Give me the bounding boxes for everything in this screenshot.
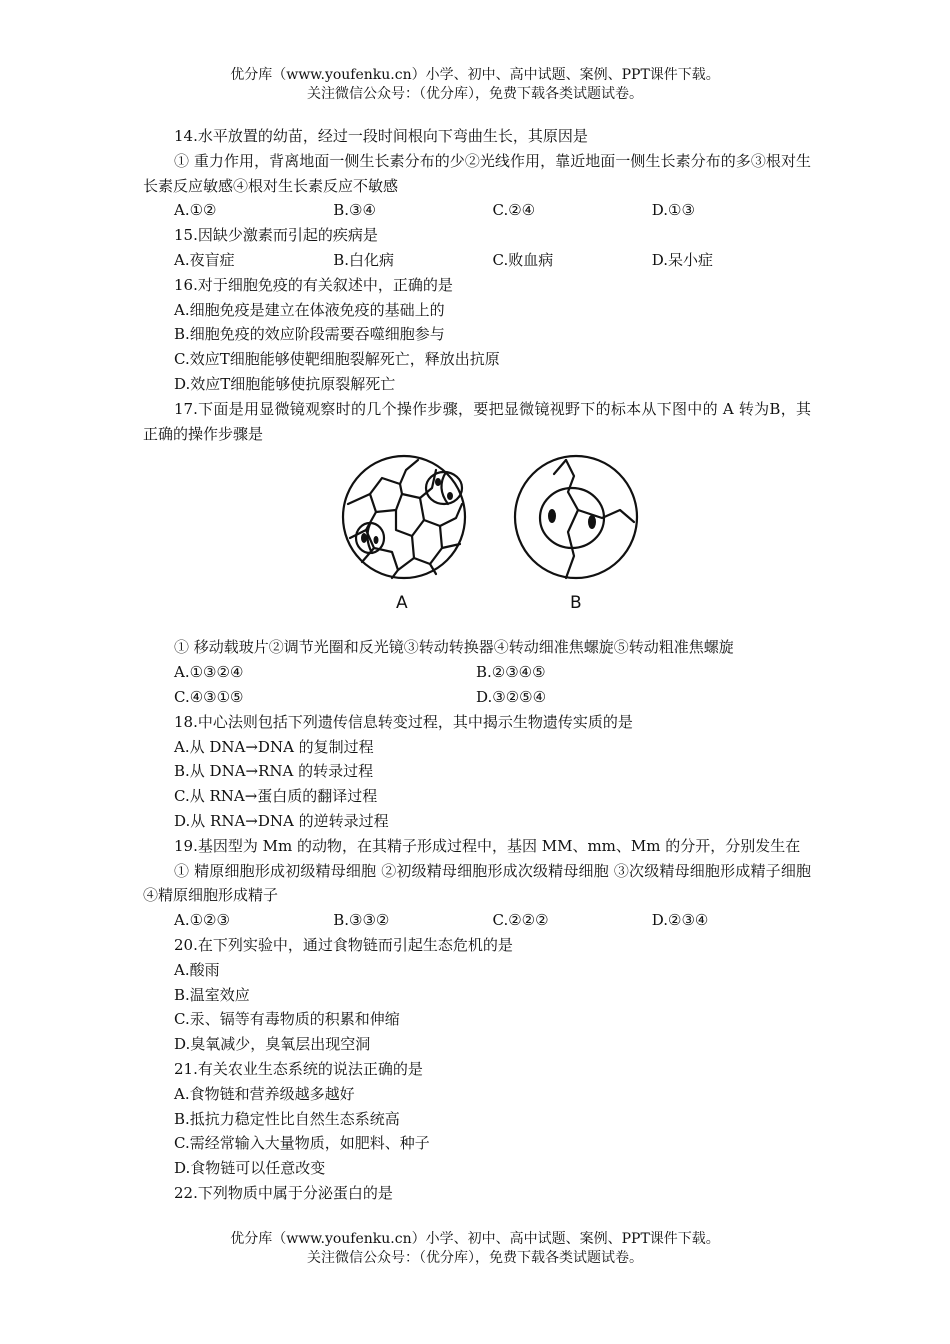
footer-line-2: 关注微信公众号：（优分库），免费下载各类试题试卷。 — [307, 1250, 643, 1266]
q17-options-row2 — [143, 685, 811, 710]
q15-options — [143, 248, 811, 273]
field-b-wall — [566, 460, 578, 578]
q15-option-b: B.白化病 — [333, 250, 395, 269]
q19-option-b: B.③③② — [333, 911, 390, 930]
footer-line-1: 优分库（www.youfenku.cn）小学、初中、高中试题、案例、PPT课件下载。 — [230, 1231, 720, 1247]
q18-option-b: B.从 DNA→RNA 的转录过程 — [174, 762, 374, 781]
q20-option-b: B.温室效应 — [174, 985, 250, 1004]
header-line-1: 优分库（www.youfenku.cn）小学、初中、高中试题、案例、PPT课件下载。 — [230, 67, 720, 83]
q16-option-a: A.细胞免疫是建立在体液免疫的基础上的 — [174, 300, 445, 319]
figure-label-b: B — [570, 593, 582, 613]
q15-stem: 15.因缺少激素而引起的疾病是 — [174, 226, 378, 245]
field-a-nucleus — [374, 536, 379, 544]
q17-stem: 17.下面是用显微镜观察时的几个操作步骤，要把显微镜视野下的标本从下图中的 A 转为B，其正确的操作步骤是 — [143, 399, 811, 443]
q19-option-a: A.①②③ — [174, 911, 230, 930]
q22-stem: 22.下列物质中属于分泌蛋白的是 — [174, 1183, 393, 1202]
q20-option-d: D.臭氧减少，臭氧层出现空洞 — [174, 1035, 371, 1054]
q20-option-c: C.汞、镉等有毒物质的积累和伸缩 — [174, 1010, 400, 1029]
q20-option-a: A.酸雨 — [174, 960, 220, 979]
q14-option-d: D.①③ — [651, 201, 695, 220]
q15-option-c: C.败血病 — [492, 250, 554, 269]
microscope-diagram — [340, 452, 640, 614]
q14-stem: 14.水平放置的幼苗，经过一段时间根向下弯曲生长，其原因是 — [174, 127, 588, 145]
q17-options-row1 — [143, 660, 811, 685]
q21-option-d: D.食物链可以任意改变 — [174, 1159, 326, 1178]
field-a-nucleus — [361, 533, 367, 543]
q16-option-d: D.效应T细胞能够使抗原裂解死亡 — [174, 374, 396, 393]
field-b-nucleus — [548, 509, 556, 523]
q19-options — [143, 908, 811, 933]
field-a-nucleus — [447, 492, 453, 500]
q17-option-b: B.②③④⑤ — [476, 663, 546, 682]
field-b-nucleus — [588, 515, 596, 529]
q15-option-d: D.呆小症 — [651, 250, 714, 269]
q16-option-b: B.细胞免疫的效应阶段需要吞噬细胞参与 — [174, 325, 445, 344]
q18-stem: 18.中心法则包括下列遗传信息转变过程，其中揭示生物遗传实质的是 — [174, 712, 633, 731]
field-a-nucleus — [435, 478, 441, 486]
q17-steps: ① 移动载玻片②调节光圈和反光镜③转动转换器④转动细准焦螺旋⑤转动粗准焦螺旋 — [174, 638, 734, 657]
q18-option-a: A.从 DNA→DNA 的复制过程 — [174, 737, 374, 756]
q21-option-a: A.食物链和营养级越多越好 — [174, 1084, 355, 1103]
field-b-wall — [578, 510, 634, 522]
field-b-wall — [554, 460, 566, 474]
page-header — [0, 66, 950, 104]
q20-stem: 20.在下列实验中，通过食物链而引起生态危机的是 — [174, 935, 513, 954]
q17-option-c: C.④③①⑤ — [174, 687, 244, 706]
q15-option-a: A.夜盲症 — [174, 250, 235, 269]
field-a-wall — [376, 484, 402, 512]
microscope-figure — [340, 452, 640, 614]
q21-option-c: C.需经常输入大量物质，如肥料、种子 — [174, 1134, 430, 1153]
field-a-stoma-slit — [441, 472, 448, 504]
q16-option-c: C.效应T细胞能够使靶细胞裂解死亡，释放出抗原 — [174, 350, 500, 369]
q21-stem: 21.有关农业生态系统的说法正确的是 — [174, 1059, 423, 1078]
q14-detail: ① 重力作用，背离地面一侧生长素分布的少②光线作用，靠近地面一侧生长素分布的多③根对生长素反应敏感④根对生长素反应不敏感 — [143, 151, 811, 195]
question-body — [143, 124, 811, 1206]
q14-option-a: A.①② — [174, 201, 217, 220]
header-line-2: 关注微信公众号：（优分库），免费下载各类试题试卷。 — [307, 86, 643, 102]
q21-option-b: B.抵抗力稳定性比自然生态系统高 — [174, 1109, 400, 1128]
q14-options — [143, 198, 811, 223]
q19-stem: 19.基因型为 Mm 的动物，在其精子形成过程中，基因 MM、mm、Mm 的分开，分别发生在 — [174, 836, 801, 855]
q14-option-c: C.②④ — [492, 201, 536, 220]
q18-option-c: C.从 RNA→蛋白质的翻译过程 — [174, 787, 378, 806]
q17-option-d: D.③②⑤④ — [476, 687, 547, 706]
q14-option-b: B.③④ — [333, 201, 376, 220]
q18-option-d: D.从 RNA→DNA 的逆转录过程 — [174, 811, 389, 830]
page-footer — [0, 1230, 950, 1268]
field-a-wall — [396, 498, 424, 536]
figure-label-a: A — [396, 593, 408, 613]
field-a-wall — [348, 460, 418, 504]
q16-stem: 16.对于细胞免疫的有关叙述中，正确的是 — [174, 275, 453, 294]
field-a-wall — [402, 470, 436, 498]
q19-detail: ① 精原细胞形成初级精母细胞 ②初级精母细胞形成次级精母细胞 ③次级精母细胞形成精子细胞 ④精原细胞形成精子 — [143, 861, 811, 905]
q19-option-d: D.②③④ — [651, 911, 709, 930]
q19-option-c: C.②②② — [492, 911, 549, 930]
q17-option-a: A.①③②④ — [174, 663, 244, 682]
field-a-wall — [424, 504, 462, 526]
